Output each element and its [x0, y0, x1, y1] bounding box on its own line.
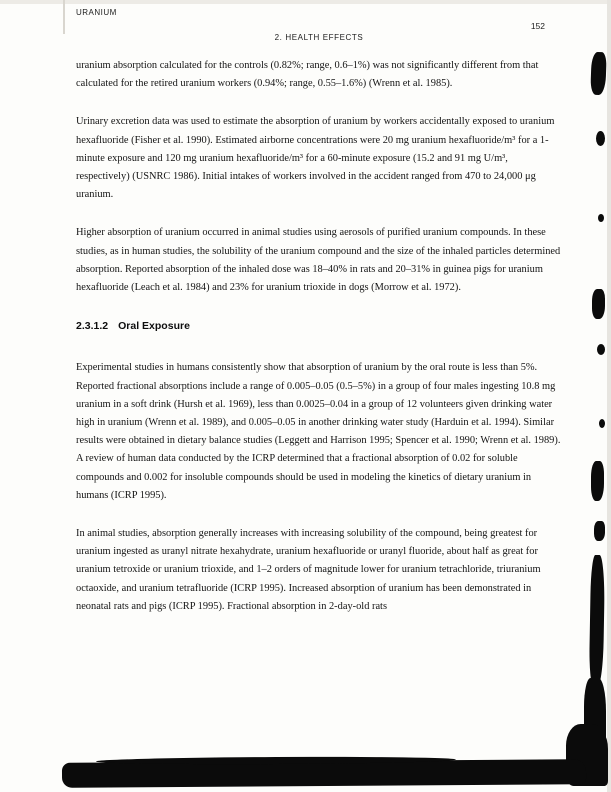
scan-edge-top	[0, 0, 611, 4]
section-heading-label: Oral Exposure	[118, 320, 190, 333]
scan-edge-left	[63, 0, 65, 34]
scan-edge-right	[607, 0, 611, 792]
page-number: 152	[530, 21, 545, 31]
paragraph-1: uranium absorption calculated for the controls (0.82%; range, 0.6–1%) was not significantly different from that calculated for the retired uranium workers (0.94%; range, 0.55–1.6%) (Wrenn et al. 1985).	[76, 60, 539, 90]
paragraph-4: Experimental studies in humans consistently show that absorption of uranium by the oral route is less than 5%. Reported fractional absorptions include a range of 0.005–0.05 (0.5–5%) in a group of four males ingesting 10.8 mg uranium in a soft drink (Hursh et al. 1969), less than 0.0025–0.04 in a group of 12 volunteers given drinking water high in uranium (Wrenn et al. 1989), and 0.005–0.05 in another drinking water study (Harduin et al. 1994). Similar results were obtained in dietary balance studies (Leggett and Harrison 1995; Spencer et al. 1990; Wrenn et al. 1989). A review of human data conducted by the ICRP determined that a fractional absorption of 0.02 for soluble compounds and 0.002 for insoluble compounds should be used in modeling the kinetics of dietary uranium in humans (ICRP 1995).	[76, 362, 561, 501]
scan-artifact	[596, 131, 605, 146]
paragraph-5: In animal studies, absorption generally increases with increasing solubility of the compound, being greatest for uranium ingested as uranyl nitrate hexahydrate, uranium hexafluoride or uranyl fluoride, about half as great for uranium tetroxide or uranium trioxide, and 1–2 orders of magnitude lower for uranium tetrachloride, triuranium octaoxide, and uranium tetrafluoride (ICRP 1995). Increased absorption of uranium has been demonstrated in neonatal rats and pigs (ICRP 1995). Fractional absorption in 2-day-old rats	[76, 528, 541, 612]
section-heading-number: 2.3.1.2	[76, 320, 109, 333]
scan-artifact	[598, 214, 604, 222]
page-body	[76, 57, 562, 636]
scan-artifact	[597, 344, 605, 355]
paragraph-2: Urinary excretion data was used to estimate the absorption of uranium by workers accidentally exposed to uranium hexafluoride (Fisher et al. 1990). Estimated airborne concentrations were 20 mg uranium hexafluoride/m³ for a 1-minute exposure and 120 mg uranium hexafluoride/m³ for a 60-minute exposure (15.2 and 91 mg U/m³, respectively) (USNRC 1986). Initial intakes of workers involved in the accident ranged from 470 to 24,000 μg uranium.	[76, 116, 555, 201]
scan-artifact	[591, 461, 604, 501]
scan-artifact	[599, 419, 605, 428]
chapter-header: 2. HEALTH EFFECTS	[274, 33, 364, 42]
scan-artifact	[589, 555, 605, 685]
scan-artifact	[592, 289, 605, 319]
paragraph-3: Higher absorption of uranium occurred in animal studies using aerosols of purified uranium compounds. In these studies, as in human studies, the solubility of the uranium compound and the size of the inhaled particles determined absorption. Reported absorption of the inhaled dose was 18–40% in rats and 20–31% in guinea pigs for uranium hexafluoride (Leach et al. 1984) and 23% for uranium trioxide in dogs (Morrow et al. 1972).	[76, 227, 561, 294]
section-heading	[76, 317, 562, 335]
scan-artifact	[590, 52, 606, 95]
running-header: URANIUM	[76, 8, 117, 17]
scan-artifact	[594, 521, 605, 541]
